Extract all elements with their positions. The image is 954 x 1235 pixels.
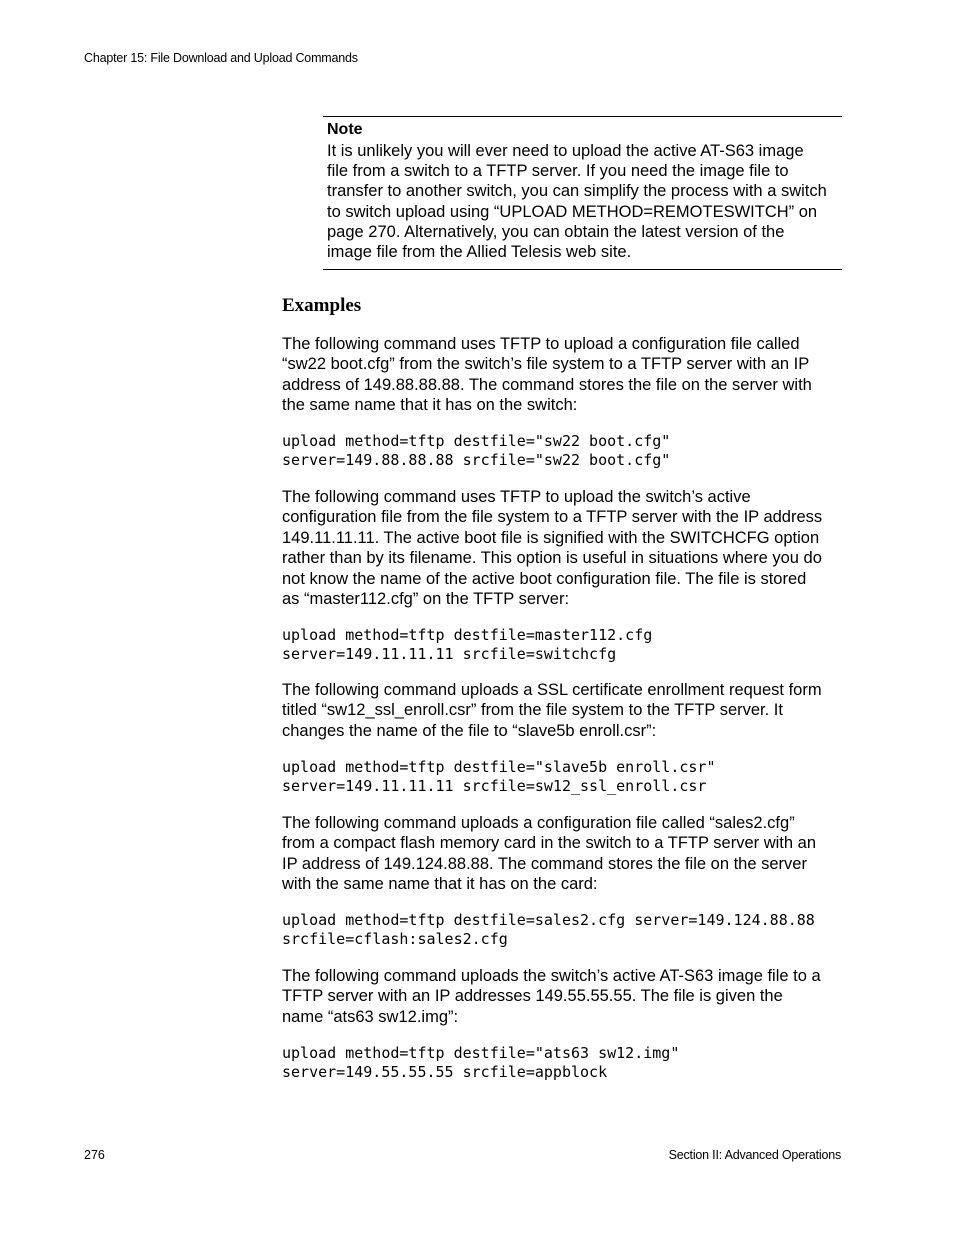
example-description <box>282 680 852 741</box>
section-heading: Examples <box>282 295 362 316</box>
description-line: “sw22 boot.cfg” from the switch’s file system to a TFTP server with an IP <box>282 355 810 374</box>
example-description <box>282 813 852 895</box>
description-line: The following command uploads a SSL certificate enrollment request form <box>282 681 822 699</box>
example-description <box>282 487 852 609</box>
description-line: address of 149.88.88.88. The command stores the file on the server with <box>282 375 812 394</box>
description-line: from a compact flash memory card in the switch to a TFTP server with an <box>282 834 816 853</box>
code-block <box>282 626 652 664</box>
example-description <box>282 966 852 1027</box>
code-line: server=149.11.11.11 srcfile=switchcfg <box>282 645 617 663</box>
description-line: titled “sw12_ssl_enroll.csr” from the file system to the TFTP server. It <box>282 701 783 720</box>
description-line: TFTP server with an IP addresses 149.55.55.55. The file is given the <box>282 987 783 1006</box>
code-line: server=149.88.88.88 srcfile="sw22 boot.cfg" <box>282 451 671 469</box>
description-line: as “master112.cfg” on the TFTP server: <box>282 590 570 609</box>
description-line: The following command uses TFTP to upload a configuration file called <box>282 335 800 353</box>
note-line: transfer to another switch, you can simplify the process with a switch <box>327 182 827 200</box>
code-line: upload method=tftp destfile="slave5b enroll.csr" <box>282 758 716 776</box>
code-block <box>282 911 815 949</box>
note-box <box>323 116 842 270</box>
note-line: It is unlikely you will ever need to upload the active AT-S63 image <box>327 142 804 160</box>
code-line: upload method=tftp destfile="sw22 boot.cfg" <box>282 432 671 450</box>
code-block <box>282 1044 679 1082</box>
note-line: file from a switch to a TFTP server. If you need the image file to <box>327 162 789 180</box>
description-line: name “ats63 sw12.img”: <box>282 1007 459 1026</box>
description-line: not know the name of the active boot configuration file. The file is stored <box>282 569 807 588</box>
code-block <box>282 758 715 796</box>
section-title: Section II: Advanced Operations <box>668 1148 841 1162</box>
description-line: configuration file from the file system to a TFTP server with the IP address <box>282 508 823 527</box>
description-line: 149.11.11.11. The active boot file is signified with the SWITCHCFG option <box>282 528 820 547</box>
example-description <box>282 334 852 416</box>
code-line: upload method=tftp destfile=sales2.cfg server=149.124.88.88 <box>282 911 815 929</box>
code-line: server=149.11.11.11 srcfile=sw12_ssl_enroll.csr <box>282 777 707 795</box>
code-line: srcfile=cflash:sales2.cfg <box>282 930 508 948</box>
description-line: rather than by its filename. This option is useful in situations where you do <box>282 549 822 568</box>
code-line: upload method=tftp destfile="ats63 sw12.img" <box>282 1044 680 1062</box>
code-block <box>282 432 670 470</box>
description-line: changes the name of the file to “slave5b enroll.csr”: <box>282 721 657 740</box>
code-line: upload method=tftp destfile=master112.cfg <box>282 626 653 644</box>
note-line: page 270. Alternatively, you can obtain the latest version of the <box>327 223 785 241</box>
running-header: Chapter 15: File Download and Upload Commands <box>84 51 358 65</box>
description-line: The following command uploads the switch’s active AT-S63 image file to a <box>282 967 821 985</box>
code-line: server=149.55.55.55 srcfile=appblock <box>282 1063 608 1081</box>
page-number: 276 <box>84 1148 105 1162</box>
description-line: The following command uses TFTP to upload the switch’s active <box>282 488 751 506</box>
description-line: The following command uploads a configuration file called “sales2.cfg” <box>282 814 795 832</box>
description-line: with the same name that it has on the card: <box>282 875 598 894</box>
note-title: Note <box>327 121 363 138</box>
description-line: IP address of 149.124.88.88. The command stores the file on the server <box>282 854 807 873</box>
note-line: image file from the Allied Telesis web site. <box>327 243 632 261</box>
note-line: to switch upload using “UPLOAD METHOD=REMOTESWITCH” on <box>327 203 818 221</box>
description-line: the same name that it has on the switch: <box>282 396 578 415</box>
